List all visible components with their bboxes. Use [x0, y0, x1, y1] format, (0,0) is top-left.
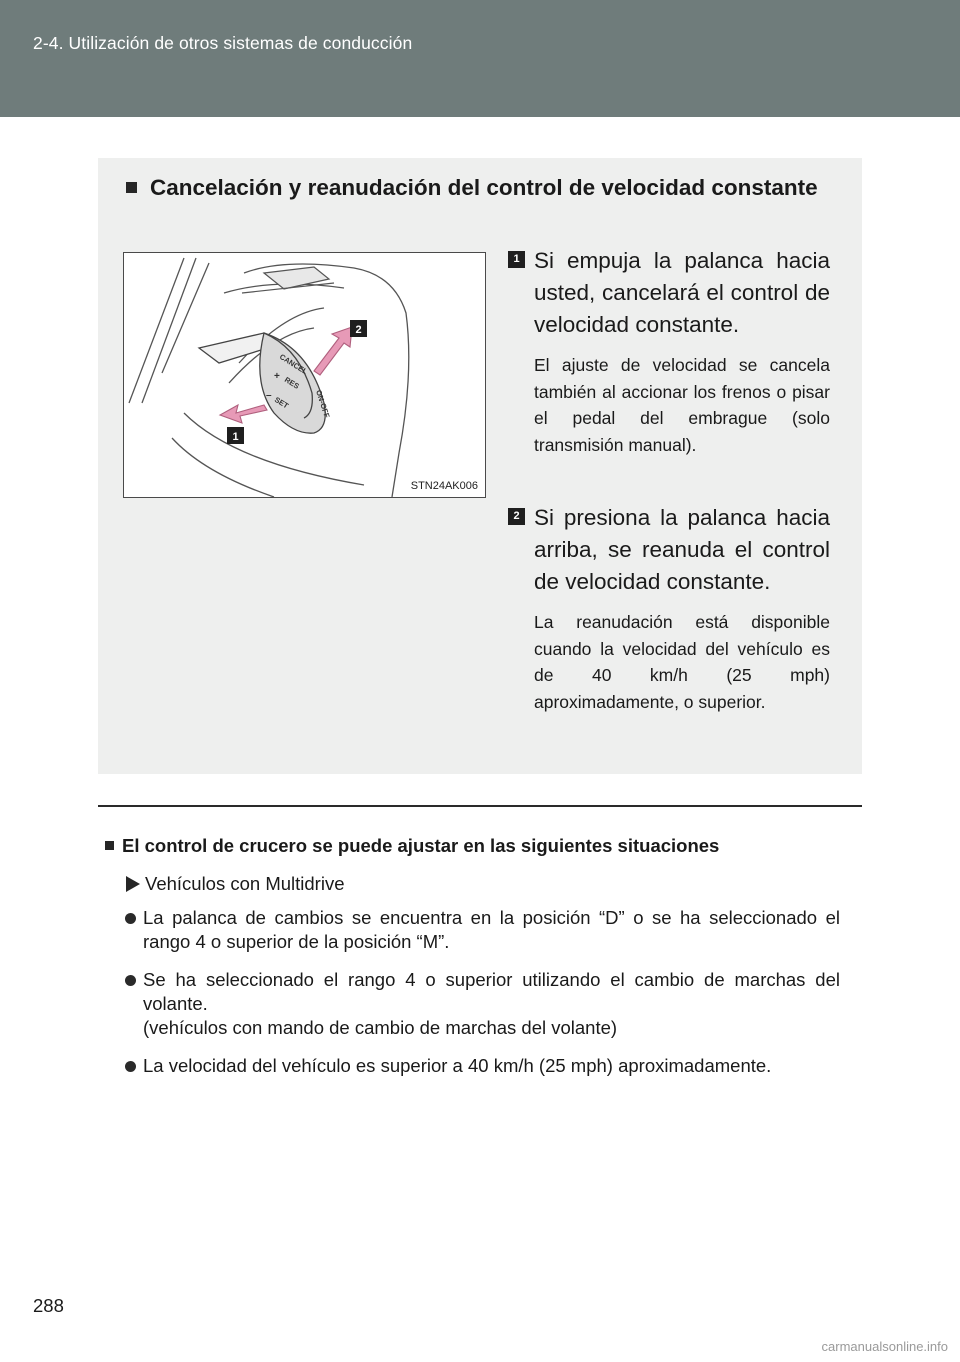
- step-1: [508, 245, 830, 458]
- step-number-1: 1: [508, 251, 525, 268]
- bullet-dot-icon: [125, 975, 136, 986]
- vehicle-type-label: [126, 872, 345, 896]
- list-item-text: Se ha seleccionado el rango 4 o superior utilizando el cambio de marchas del volante. (vehículos con mando de cambio de marchas del volante): [143, 969, 840, 1038]
- panel-heading-text: Cancelación y reanudación del control de velocidad constante: [150, 175, 818, 200]
- watermark: carmanualsonline.info: [821, 1339, 948, 1354]
- square-bullet-icon: [126, 182, 137, 193]
- header-band: [0, 0, 960, 117]
- section-title: 2-4. Utilización de otros sistemas de conducción: [33, 33, 413, 53]
- bullet-dot-icon: [125, 913, 136, 924]
- conditions-heading-text: El control de crucero se puede ajustar en las siguientes situaciones: [122, 835, 720, 856]
- lever-label-on-off: ON-OFF: [314, 388, 332, 419]
- step-2-text: Si presiona la palanca hacia arriba, se reanuda el control de velocidad constante.: [534, 505, 830, 594]
- step-2: [508, 502, 830, 715]
- callout-1-label: 1: [232, 431, 239, 443]
- step-1-note: El ajuste de velocidad se cancela también al accionar los frenos o pisar el pedal del embrague (solo transmisión manual).: [534, 355, 830, 455]
- lever-illustration: [124, 253, 485, 497]
- vehicle-type-text: Vehículos con Multidrive: [145, 873, 345, 894]
- lever-label-cancel: CANCEL: [277, 352, 310, 377]
- lever-label-set: SET: [272, 395, 291, 411]
- step-number-2: 2: [508, 508, 525, 525]
- step-2-note: La reanudación está disponible cuando la velocidad del vehículo es de 40 km/h (25 mph) aproximadamente, o superior.: [534, 612, 830, 712]
- square-bullet-icon: [105, 841, 114, 850]
- bullet-dot-icon: [125, 1061, 136, 1072]
- figure-code: STN24AK006: [410, 480, 478, 492]
- callout-2-label: 2: [355, 324, 362, 336]
- lever-label-minus: –: [266, 390, 272, 401]
- page-number: 288: [33, 1295, 64, 1316]
- panel-heading: [123, 172, 830, 204]
- lever-label-plus: +: [274, 371, 280, 382]
- list-item: [125, 906, 840, 954]
- conditions-heading: [105, 834, 719, 858]
- list-item-text: La velocidad del vehículo es superior a 40 km/h (25 mph) aproximadamente.: [143, 1055, 772, 1076]
- cruise-control-lever-figure: [123, 252, 486, 498]
- lever-label-res: RES: [282, 375, 301, 391]
- list-item-text: La palanca de cambios se encuentra en la posición “D” o se ha seleccionado el rango 4 o superior de la posición “M”.: [143, 907, 840, 952]
- step-1-text: Si empuja la palanca hacia usted, cancelará el control de velocidad constante.: [534, 248, 830, 337]
- conditions-list: [125, 906, 840, 1092]
- list-item: [125, 1054, 840, 1078]
- triangle-pointer-icon: [126, 876, 140, 892]
- list-item: [125, 968, 840, 1040]
- section-divider: [98, 805, 862, 807]
